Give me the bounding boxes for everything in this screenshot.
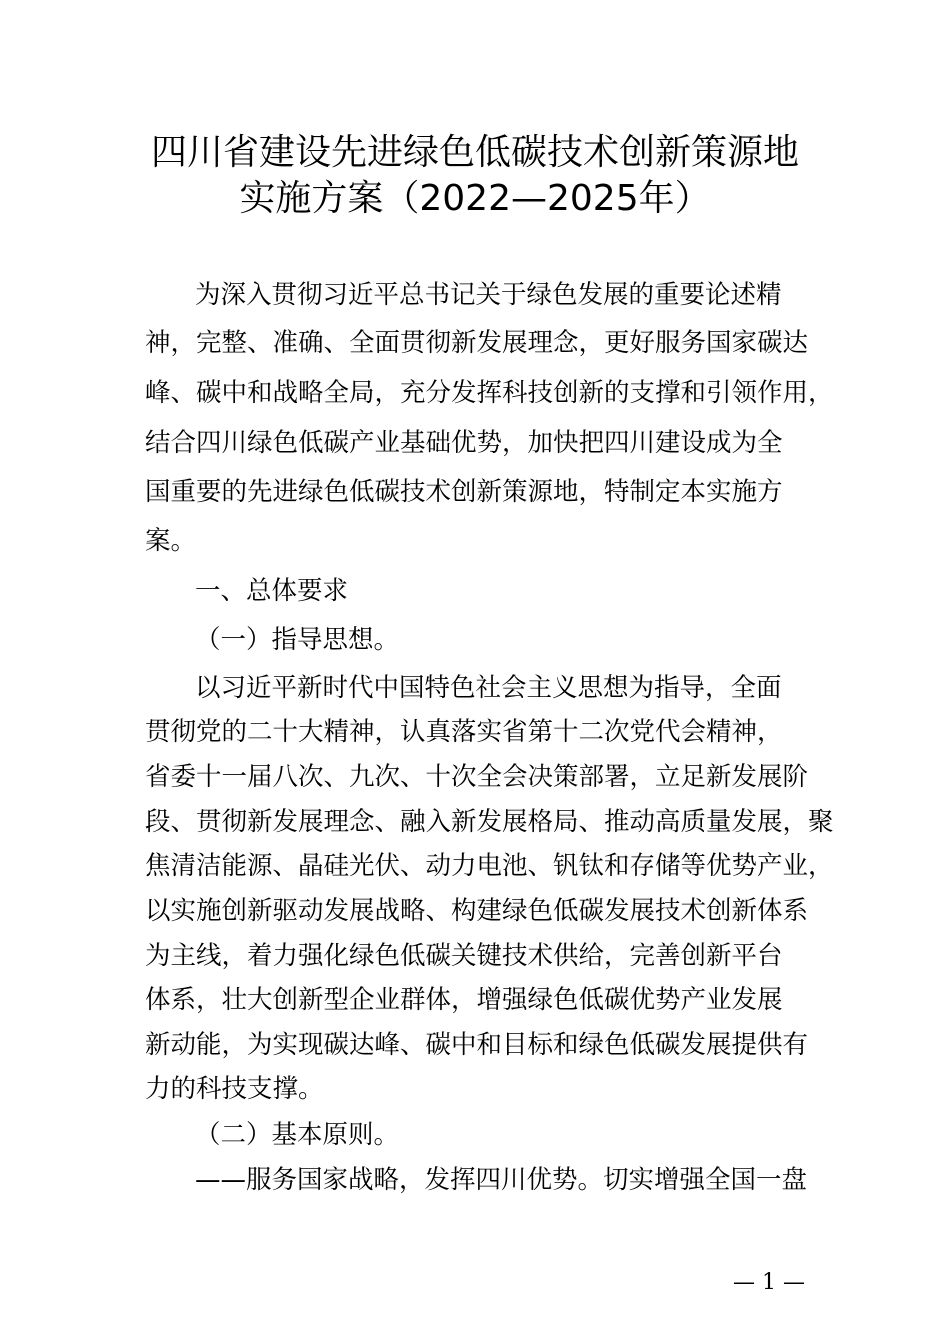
subsection-heading: （一）指导思想。 bbox=[195, 625, 400, 655]
paragraph-line: 以实施创新驱动发展战略、构建绿色低碳发展技术创新体系 bbox=[145, 896, 809, 926]
paragraph-line: ——服务国家战略，发挥四川优势。切实增强全国一盘 bbox=[195, 1165, 808, 1195]
paragraph-line: 新动能，为实现碳达峰、碳中和目标和绿色低碳发展提供有 bbox=[145, 1030, 809, 1060]
section-heading: 一、总体要求 bbox=[195, 576, 349, 606]
paragraph-line: 国重要的先进绿色低碳技术创新策源地，特制定本实施方 bbox=[145, 477, 783, 507]
paragraph-line: 为深入贯彻习近平总书记关于绿色发展的重要论述精 bbox=[195, 280, 782, 310]
page-number: — 1 — bbox=[733, 1270, 805, 1295]
paragraph-line: 案。 bbox=[145, 526, 197, 556]
paragraph-line: 峰、碳中和战略全局，充分发挥科技创新的支撑和引领作用， bbox=[145, 378, 834, 408]
subsection-heading: （二）基本原则。 bbox=[195, 1120, 400, 1150]
paragraph-line: 焦清洁能源、晶硅光伏、动力电池、钒钛和存储等优势产业， bbox=[145, 851, 834, 881]
paragraph-line: 以习近平新时代中国特色社会主义思想为指导，全面 bbox=[195, 673, 782, 703]
paragraph-line: 神，完整、准确、全面贯彻新发展理念，更好服务国家碳达 bbox=[145, 328, 809, 358]
paragraph-line: 结合四川绿色低碳产业基础优势，加快把四川建设成为全 bbox=[145, 428, 783, 458]
paragraph-line: 段、贯彻新发展理念、融入新发展格局、推动高质量发展，聚 bbox=[145, 807, 834, 837]
paragraph-line: 贯彻党的二十大精神，认真落实省第十二次党代会精神， bbox=[145, 717, 783, 747]
document-title-line-1: 四川省建设先进绿色低碳技术创新策源地 bbox=[150, 132, 799, 173]
paragraph-line: 体系，壮大创新型企业群体，增强绿色低碳优势产业发展 bbox=[145, 985, 783, 1015]
paragraph-line: 力的科技支撑。 bbox=[145, 1074, 324, 1104]
paragraph-line: 为主线，着力强化绿色低碳关键技术供给，完善创新平台 bbox=[145, 941, 783, 971]
paragraph-line: 省委十一届八次、九次、十次全会决策部署，立足新发展阶 bbox=[145, 762, 809, 792]
document-title-line-2: 实施方案（2022—2025年） bbox=[239, 178, 711, 219]
